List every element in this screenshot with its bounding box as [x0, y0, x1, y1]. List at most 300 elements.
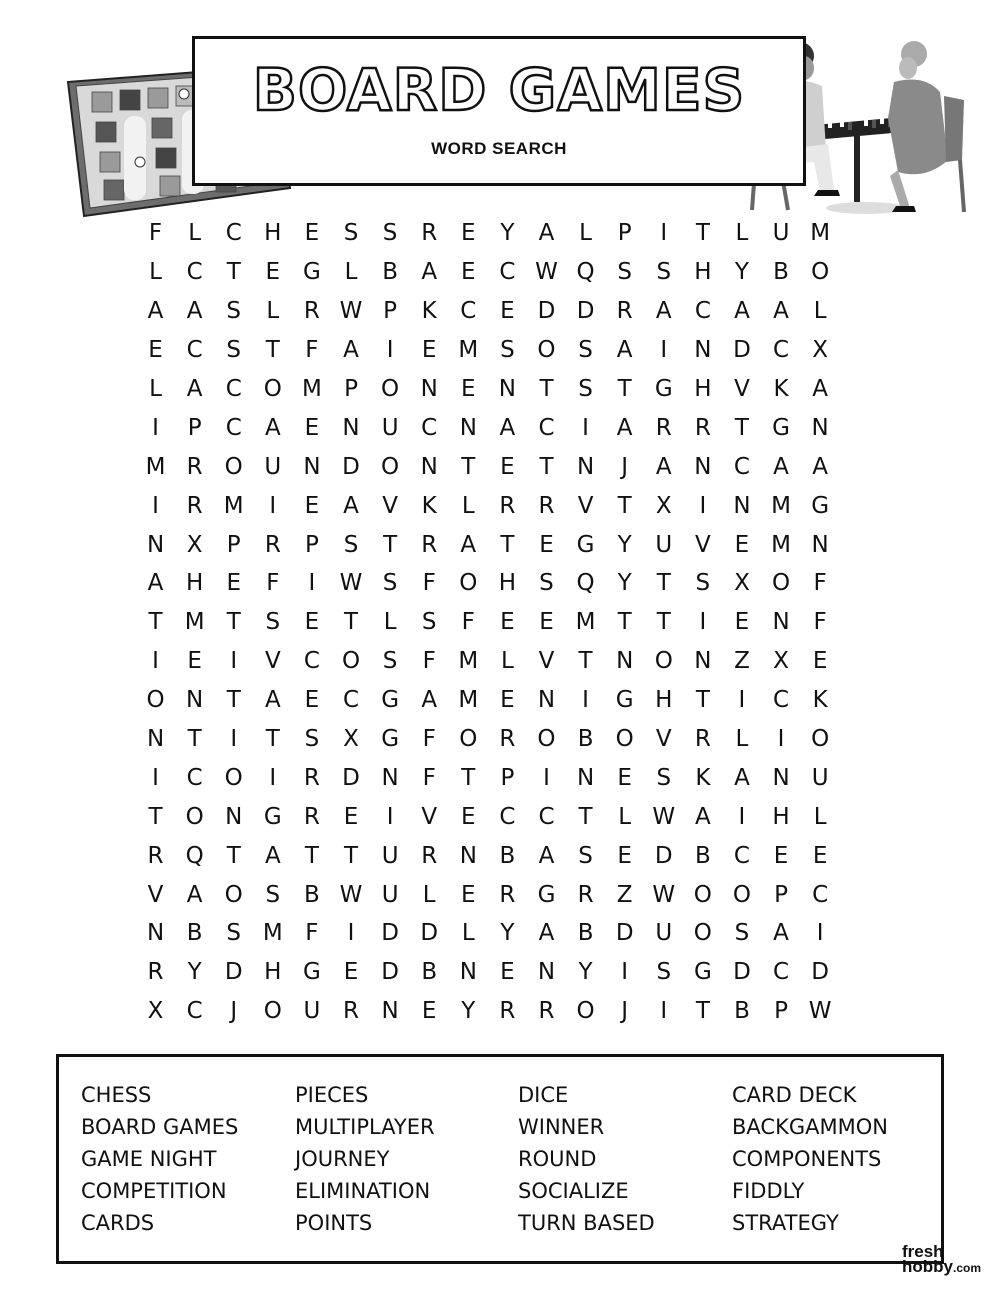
grid-letter[interactable]: R: [655, 414, 672, 441]
grid-letter[interactable]: R: [499, 492, 516, 519]
grid-letter[interactable]: M: [458, 687, 479, 714]
grid-letter[interactable]: T: [461, 453, 476, 480]
grid-letter[interactable]: B: [382, 259, 398, 286]
grid-letter[interactable]: G: [381, 687, 400, 714]
grid-letter[interactable]: N: [459, 414, 477, 441]
grid-letter[interactable]: L: [500, 648, 514, 675]
grid-letter[interactable]: G: [303, 259, 321, 286]
grid-letter[interactable]: M: [458, 337, 479, 364]
grid-letter[interactable]: T: [656, 570, 671, 597]
grid-letter[interactable]: I: [582, 414, 589, 441]
grid-letter[interactable]: H: [655, 687, 673, 714]
grid-letter[interactable]: M: [771, 531, 791, 558]
grid-letter[interactable]: B: [304, 881, 320, 908]
grid-letter[interactable]: I: [269, 764, 277, 791]
grid-letter[interactable]: U: [303, 998, 321, 1025]
grid-letter[interactable]: A: [186, 881, 203, 908]
grid-letter[interactable]: V: [538, 648, 555, 675]
grid-letter[interactable]: A: [264, 687, 281, 714]
grid-letter[interactable]: C: [812, 881, 829, 908]
grid-letter[interactable]: E: [500, 609, 515, 636]
grid-letter[interactable]: E: [812, 648, 828, 675]
grid-letter[interactable]: D: [537, 298, 556, 325]
grid-letter[interactable]: A: [538, 920, 555, 947]
grid-letter[interactable]: I: [816, 920, 824, 947]
grid-letter[interactable]: O: [771, 570, 791, 597]
grid-letter[interactable]: D: [342, 453, 360, 480]
grid-letter[interactable]: E: [343, 803, 359, 830]
grid-letter[interactable]: C: [342, 687, 360, 714]
grid-letter[interactable]: T: [343, 609, 359, 636]
grid-letter[interactable]: J: [621, 998, 629, 1025]
grid-letter[interactable]: U: [381, 881, 399, 908]
grid-letter[interactable]: O: [537, 337, 556, 364]
grid-letter[interactable]: C: [225, 220, 242, 247]
grid-letter[interactable]: A: [147, 570, 164, 597]
grid-letter[interactable]: C: [538, 414, 555, 441]
grid-letter[interactable]: A: [264, 842, 281, 869]
grid-letter[interactable]: A: [773, 453, 789, 480]
grid-letter[interactable]: G: [263, 803, 282, 830]
grid-letter[interactable]: X: [186, 531, 203, 558]
grid-letter[interactable]: K: [421, 492, 437, 519]
grid-letter[interactable]: E: [500, 959, 515, 986]
grid-letter[interactable]: E: [461, 259, 476, 286]
grid-letter[interactable]: I: [738, 687, 746, 714]
grid-letter[interactable]: E: [226, 570, 241, 597]
grid-letter[interactable]: U: [655, 531, 673, 558]
grid-letter[interactable]: F: [461, 609, 475, 636]
grid-letter[interactable]: I: [582, 687, 589, 714]
grid-letter[interactable]: O: [537, 726, 556, 753]
grid-letter[interactable]: E: [500, 298, 515, 325]
grid-letter[interactable]: R: [264, 531, 281, 558]
grid-letter[interactable]: T: [617, 609, 632, 636]
grid-letter[interactable]: T: [226, 259, 241, 286]
grid-letter[interactable]: I: [660, 998, 668, 1025]
grid-letter[interactable]: C: [225, 414, 242, 441]
grid-letter[interactable]: S: [578, 376, 593, 402]
grid-letter[interactable]: I: [621, 959, 629, 986]
grid-letter[interactable]: H: [264, 959, 282, 986]
grid-letter[interactable]: A: [616, 414, 633, 441]
grid-letter[interactable]: C: [421, 414, 438, 441]
grid-letter[interactable]: D: [420, 920, 439, 947]
grid-letter[interactable]: F: [305, 337, 319, 364]
grid-letter[interactable]: Z: [616, 881, 633, 908]
grid-letter[interactable]: V: [734, 376, 750, 402]
grid-letter[interactable]: T: [539, 453, 554, 480]
grid-letter[interactable]: Y: [461, 998, 476, 1025]
grid-letter[interactable]: Y: [500, 920, 515, 947]
grid-letter[interactable]: R: [421, 220, 438, 247]
grid-letter[interactable]: R: [421, 842, 438, 869]
grid-letter[interactable]: F: [422, 764, 436, 791]
grid-letter[interactable]: W: [652, 803, 676, 830]
grid-letter[interactable]: L: [383, 609, 397, 636]
grid-letter[interactable]: A: [812, 453, 828, 480]
grid-letter[interactable]: N: [772, 764, 790, 791]
grid-letter[interactable]: O: [263, 998, 282, 1025]
grid-letter[interactable]: N: [146, 531, 165, 558]
grid-letter[interactable]: P: [383, 298, 398, 325]
grid-letter[interactable]: L: [461, 920, 475, 947]
grid-letter[interactable]: C: [499, 259, 516, 286]
grid-letter[interactable]: C: [694, 298, 711, 325]
grid-letter[interactable]: C: [773, 959, 790, 986]
grid-letter[interactable]: S: [578, 842, 593, 869]
grid-letter[interactable]: C: [538, 803, 555, 830]
grid-letter[interactable]: B: [577, 920, 594, 947]
grid-letter[interactable]: D: [381, 959, 399, 986]
grid-letter[interactable]: I: [230, 648, 238, 675]
grid-letter[interactable]: M: [301, 376, 322, 402]
grid-letter[interactable]: E: [187, 648, 202, 675]
grid-letter[interactable]: C: [225, 376, 242, 402]
grid-letter[interactable]: V: [264, 648, 281, 675]
grid-letter[interactable]: U: [264, 453, 282, 480]
grid-letter[interactable]: V: [147, 881, 164, 908]
grid-letter[interactable]: N: [733, 492, 751, 519]
grid-letter[interactable]: X: [655, 492, 672, 519]
grid-letter[interactable]: B: [186, 920, 203, 947]
grid-letter[interactable]: B: [734, 998, 750, 1025]
grid-letter[interactable]: L: [813, 803, 827, 830]
grid-letter[interactable]: C: [773, 687, 790, 714]
grid-letter[interactable]: U: [381, 414, 399, 441]
grid-letter[interactable]: S: [539, 570, 554, 597]
grid-letter[interactable]: P: [226, 531, 241, 558]
grid-letter[interactable]: T: [695, 998, 710, 1025]
grid-letter[interactable]: A: [538, 842, 555, 869]
grid-letter[interactable]: F: [422, 570, 436, 597]
grid-letter[interactable]: I: [543, 764, 550, 791]
grid-letter[interactable]: I: [269, 492, 277, 519]
grid-letter[interactable]: B: [499, 842, 516, 869]
grid-letter[interactable]: K: [773, 376, 789, 402]
grid-letter[interactable]: O: [381, 453, 400, 480]
grid-letter[interactable]: R: [577, 881, 594, 908]
grid-letter[interactable]: F: [813, 609, 827, 636]
grid-letter[interactable]: M: [458, 648, 479, 675]
grid-letter[interactable]: N: [342, 414, 360, 441]
grid-letter[interactable]: W: [339, 881, 363, 908]
grid-letter[interactable]: E: [734, 531, 750, 558]
grid-letter[interactable]: T: [343, 842, 359, 869]
grid-letter[interactable]: E: [148, 337, 163, 364]
grid-letter[interactable]: X: [734, 570, 750, 597]
grid-letter[interactable]: I: [660, 220, 668, 247]
grid-letter[interactable]: O: [811, 259, 830, 286]
grid-letter[interactable]: V: [694, 531, 711, 558]
grid-letter[interactable]: N: [616, 648, 634, 675]
grid-letter[interactable]: L: [149, 376, 162, 402]
grid-letter[interactable]: P: [344, 376, 358, 402]
grid-letter[interactable]: S: [226, 337, 242, 364]
grid-letter[interactable]: D: [811, 959, 829, 986]
grid-letter[interactable]: Y: [617, 570, 632, 597]
grid-letter[interactable]: J: [230, 998, 238, 1025]
grid-letter[interactable]: E: [617, 842, 632, 869]
grid-letter[interactable]: R: [186, 453, 203, 480]
grid-letter[interactable]: M: [810, 220, 831, 247]
grid-letter[interactable]: B: [694, 842, 711, 869]
grid-letter[interactable]: N: [772, 609, 790, 636]
grid-letter[interactable]: D: [342, 764, 360, 791]
grid-letter[interactable]: E: [461, 376, 476, 402]
grid-letter[interactable]: P: [304, 531, 319, 558]
grid-letter[interactable]: Y: [734, 259, 749, 286]
grid-letter[interactable]: S: [656, 259, 672, 286]
grid-letter[interactable]: A: [655, 298, 672, 325]
grid-letter[interactable]: E: [461, 881, 476, 908]
grid-letter[interactable]: S: [578, 337, 593, 364]
grid-letter[interactable]: E: [500, 687, 515, 714]
grid-letter[interactable]: L: [735, 220, 749, 247]
grid-letter[interactable]: R: [147, 959, 164, 986]
grid-letter[interactable]: C: [186, 259, 203, 286]
grid-letter[interactable]: N: [420, 453, 438, 480]
grid-letter[interactable]: N: [694, 648, 712, 675]
grid-letter[interactable]: P: [774, 881, 788, 908]
grid-letter[interactable]: A: [812, 376, 828, 402]
grid-letter[interactable]: H: [694, 259, 712, 286]
grid-letter[interactable]: R: [186, 492, 203, 519]
grid-letter[interactable]: R: [694, 726, 711, 753]
grid-letter[interactable]: T: [187, 726, 202, 753]
grid-letter[interactable]: I: [777, 726, 785, 753]
grid-letter[interactable]: V: [382, 492, 398, 519]
grid-letter[interactable]: R: [303, 764, 320, 791]
grid-letter[interactable]: O: [811, 726, 830, 753]
grid-letter[interactable]: N: [146, 920, 165, 947]
grid-letter[interactable]: S: [734, 920, 750, 947]
grid-letter[interactable]: A: [186, 298, 203, 325]
grid-letter[interactable]: P: [187, 414, 202, 441]
grid-letter[interactable]: N: [146, 726, 165, 753]
grid-letter[interactable]: N: [811, 414, 829, 441]
grid-letter[interactable]: B: [577, 726, 594, 753]
grid-letter[interactable]: A: [460, 531, 477, 558]
grid-letter[interactable]: H: [185, 570, 204, 597]
grid-letter[interactable]: N: [537, 959, 556, 986]
grid-letter[interactable]: T: [695, 220, 710, 247]
grid-letter[interactable]: A: [343, 337, 359, 364]
grid-letter[interactable]: S: [343, 531, 359, 558]
grid-letter[interactable]: O: [654, 648, 673, 675]
grid-letter[interactable]: C: [499, 803, 516, 830]
grid-letter[interactable]: R: [694, 414, 711, 441]
grid-letter[interactable]: A: [773, 920, 789, 947]
grid-letter[interactable]: E: [461, 803, 476, 830]
grid-letter[interactable]: A: [186, 376, 203, 402]
grid-letter[interactable]: F: [305, 920, 319, 947]
grid-letter[interactable]: X: [147, 998, 164, 1025]
grid-letter[interactable]: A: [499, 414, 516, 441]
grid-letter[interactable]: E: [265, 259, 281, 286]
grid-letter[interactable]: T: [734, 414, 749, 441]
grid-letter[interactable]: Q: [576, 570, 595, 597]
grid-letter[interactable]: J: [621, 453, 629, 480]
grid-letter[interactable]: E: [343, 959, 359, 986]
grid-letter[interactable]: B: [421, 959, 438, 986]
grid-letter[interactable]: U: [655, 920, 673, 947]
grid-letter[interactable]: O: [615, 726, 634, 753]
grid-letter[interactable]: M: [771, 492, 791, 519]
grid-letter[interactable]: S: [382, 220, 398, 247]
grid-letter[interactable]: P: [617, 220, 632, 247]
grid-letter[interactable]: F: [813, 570, 827, 597]
grid-letter[interactable]: U: [381, 842, 399, 869]
grid-letter[interactable]: O: [146, 687, 165, 714]
grid-letter[interactable]: R: [499, 726, 516, 753]
grid-letter[interactable]: S: [382, 570, 398, 597]
grid-letter[interactable]: Z: [734, 648, 750, 675]
grid-letter[interactable]: T: [226, 609, 241, 636]
grid-letter[interactable]: L: [188, 220, 202, 247]
grid-letter[interactable]: V: [577, 492, 594, 519]
grid-letter[interactable]: T: [148, 803, 163, 830]
grid-letter[interactable]: N: [694, 337, 712, 364]
grid-letter[interactable]: C: [733, 842, 750, 869]
grid-letter[interactable]: W: [652, 881, 676, 908]
grid-letter[interactable]: I: [386, 803, 394, 830]
grid-letter[interactable]: M: [184, 609, 205, 636]
grid-letter[interactable]: A: [616, 337, 633, 364]
grid-letter[interactable]: N: [498, 376, 516, 402]
grid-letter[interactable]: I: [699, 609, 707, 636]
grid-letter[interactable]: D: [615, 920, 634, 947]
grid-letter[interactable]: L: [149, 259, 162, 286]
grid-letter[interactable]: M: [223, 492, 244, 519]
grid-letter[interactable]: N: [537, 687, 556, 714]
grid-letter[interactable]: I: [699, 492, 707, 519]
grid-letter[interactable]: R: [538, 492, 555, 519]
grid-letter[interactable]: S: [265, 881, 281, 908]
grid-letter[interactable]: D: [576, 298, 595, 325]
grid-letter[interactable]: A: [147, 298, 164, 325]
grid-letter[interactable]: D: [381, 920, 399, 947]
grid-letter[interactable]: O: [224, 764, 243, 791]
grid-letter[interactable]: T: [656, 609, 671, 636]
grid-letter[interactable]: R: [499, 881, 516, 908]
grid-letter[interactable]: I: [660, 337, 668, 364]
grid-letter[interactable]: C: [186, 764, 203, 791]
grid-letter[interactable]: C: [460, 298, 477, 325]
grid-letter[interactable]: D: [654, 842, 673, 869]
grid-letter[interactable]: O: [341, 648, 361, 675]
grid-letter[interactable]: C: [186, 337, 203, 364]
grid-letter[interactable]: V: [421, 803, 438, 830]
grid-letter[interactable]: N: [459, 842, 477, 869]
grid-letter[interactable]: G: [576, 531, 595, 558]
grid-letter[interactable]: L: [461, 492, 475, 519]
grid-letter[interactable]: D: [733, 337, 751, 364]
grid-letter[interactable]: H: [264, 220, 282, 247]
grid-letter[interactable]: S: [421, 609, 437, 636]
grid-letter[interactable]: I: [152, 648, 159, 675]
grid-letter[interactable]: O: [693, 881, 712, 908]
grid-letter[interactable]: T: [461, 764, 476, 791]
grid-letter[interactable]: G: [537, 881, 556, 908]
grid-letter[interactable]: L: [735, 726, 749, 753]
grid-letter[interactable]: I: [230, 726, 238, 753]
grid-letter[interactable]: I: [152, 492, 159, 519]
grid-letter[interactable]: T: [226, 687, 241, 714]
grid-letter[interactable]: G: [772, 414, 790, 441]
grid-letter[interactable]: T: [500, 531, 515, 558]
grid-letter[interactable]: I: [152, 764, 159, 791]
grid-letter[interactable]: R: [303, 803, 320, 830]
grid-letter[interactable]: K: [421, 298, 437, 325]
grid-letter[interactable]: N: [381, 998, 399, 1025]
grid-letter[interactable]: T: [383, 531, 398, 558]
grid-letter[interactable]: B: [773, 259, 789, 286]
grid-letter[interactable]: U: [772, 220, 790, 247]
grid-letter[interactable]: G: [615, 687, 634, 714]
grid-letter[interactable]: N: [694, 453, 712, 480]
grid-letter[interactable]: H: [498, 570, 517, 597]
grid-letter[interactable]: R: [499, 998, 516, 1025]
grid-letter[interactable]: Q: [185, 842, 204, 869]
grid-letter[interactable]: A: [773, 298, 789, 325]
grid-letter[interactable]: W: [339, 298, 363, 325]
grid-letter[interactable]: E: [461, 220, 476, 247]
grid-letter[interactable]: T: [226, 842, 241, 869]
grid-letter[interactable]: A: [734, 298, 750, 325]
grid-letter[interactable]: X: [812, 337, 829, 364]
grid-letter[interactable]: D: [733, 959, 751, 986]
grid-letter[interactable]: T: [578, 648, 593, 675]
grid-letter[interactable]: Y: [187, 959, 202, 986]
grid-letter[interactable]: O: [459, 570, 478, 597]
grid-letter[interactable]: P: [500, 764, 515, 791]
grid-letter[interactable]: Y: [578, 959, 593, 986]
grid-letter[interactable]: L: [422, 881, 436, 908]
grid-letter[interactable]: G: [381, 726, 400, 753]
grid-letter[interactable]: A: [421, 259, 438, 286]
grid-letter[interactable]: M: [145, 453, 166, 480]
grid-letter[interactable]: E: [421, 337, 437, 364]
grid-letter[interactable]: S: [382, 648, 398, 675]
grid-letter[interactable]: G: [303, 959, 321, 986]
grid-letter[interactable]: N: [576, 764, 595, 791]
grid-letter[interactable]: O: [459, 726, 478, 753]
grid-letter[interactable]: R: [147, 842, 164, 869]
grid-letter[interactable]: E: [617, 764, 632, 791]
grid-letter[interactable]: N: [420, 376, 438, 402]
grid-letter[interactable]: N: [303, 453, 321, 480]
grid-letter[interactable]: A: [655, 453, 672, 480]
grid-letter[interactable]: C: [186, 998, 203, 1025]
grid-letter[interactable]: L: [344, 259, 358, 286]
grid-letter[interactable]: L: [579, 220, 592, 247]
grid-letter[interactable]: W: [339, 570, 363, 597]
grid-letter[interactable]: S: [656, 764, 672, 791]
grid-letter[interactable]: I: [152, 414, 159, 441]
grid-letter[interactable]: E: [421, 998, 437, 1025]
grid-letter[interactable]: R: [421, 531, 438, 558]
grid-letter[interactable]: T: [265, 726, 280, 753]
grid-letter[interactable]: T: [304, 842, 319, 869]
grid-letter[interactable]: A: [421, 687, 438, 714]
grid-letter[interactable]: F: [422, 726, 436, 753]
grid-letter[interactable]: S: [656, 959, 672, 986]
grid-letter[interactable]: N: [576, 453, 595, 480]
grid-letter[interactable]: T: [265, 337, 280, 364]
grid-letter[interactable]: S: [343, 220, 359, 247]
grid-letter[interactable]: S: [226, 298, 242, 325]
